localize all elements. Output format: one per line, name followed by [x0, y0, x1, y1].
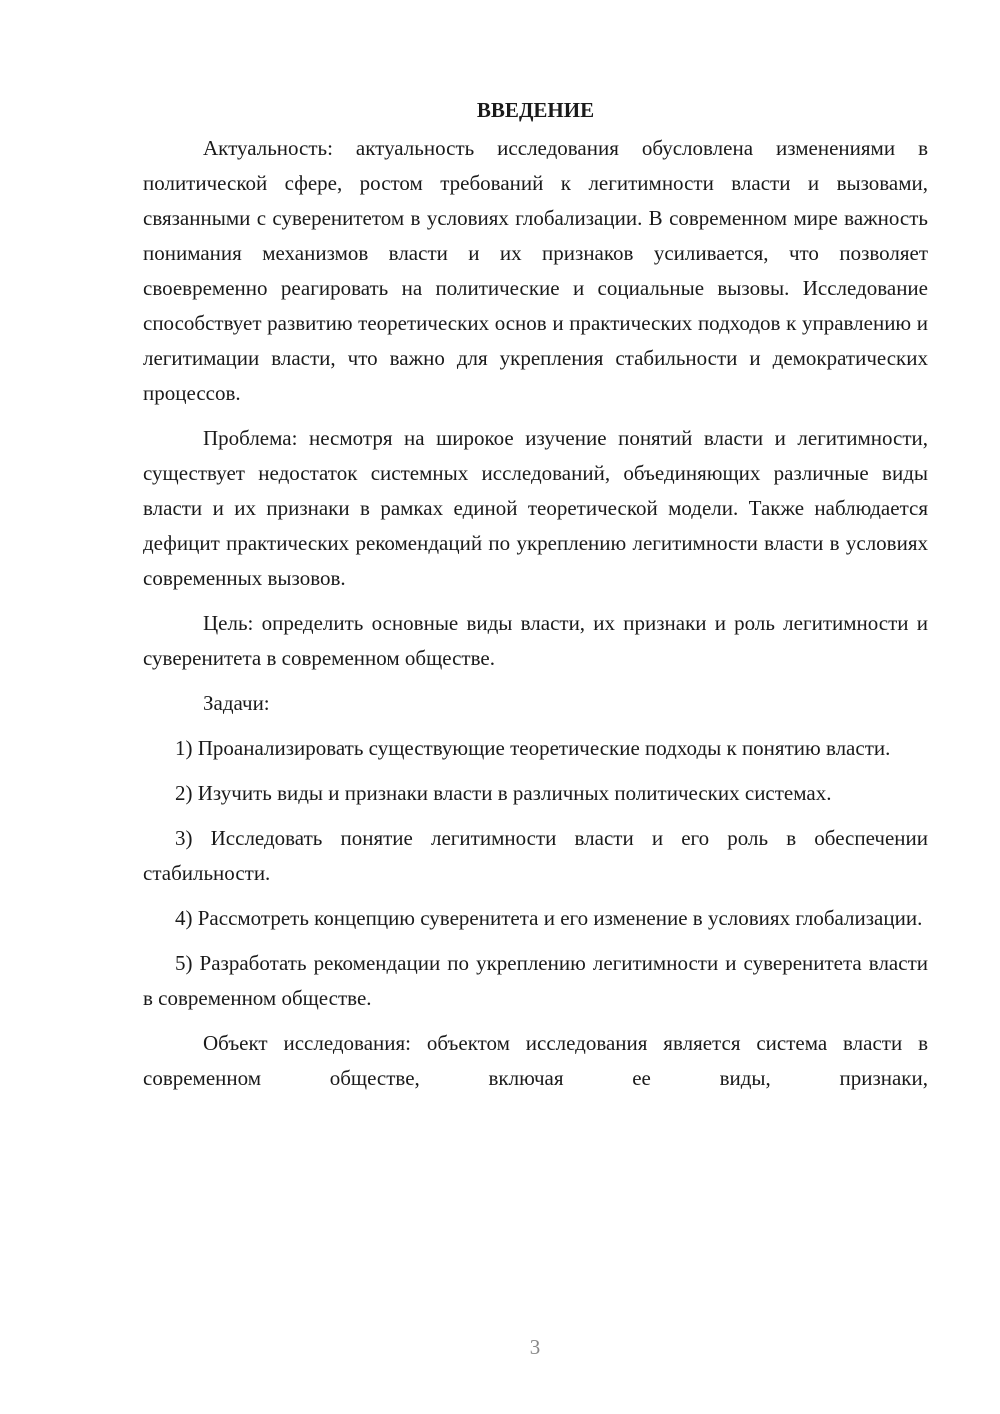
task-item-4: 4) Рассмотреть концепцию суверенитета и его изменение в условиях глобализации. — [175, 906, 923, 930]
section-heading: ВВЕДЕНИЕ — [476, 98, 595, 122]
object-paragraph: Объект исследования: объектом исследования является система власти в современном обществе, включая ее виды, признаки, — [143, 1031, 928, 1090]
task-item-2: 2) Изучить виды и признаки власти в различных политических системах. — [175, 781, 832, 805]
document-page — [143, 92, 928, 1106]
task-item-5: 5) Разработать рекомендации по укреплению легитимности и суверенитета власти в современном обществе. — [143, 951, 928, 1010]
task-item-1: 1) Проанализировать существующие теоретические подходы к понятию власти. — [175, 736, 891, 760]
goal-paragraph: Цель: определить основные виды власти, их признаки и роль легитимности и суверенитета в современном обществе. — [143, 611, 928, 670]
relevance-paragraph: Актуальность: актуальность исследования обусловлена изменениями в политической сфере, ростом требований к легитимности власти и вызовами, связанными с суверенитетом в условиях глобализации. В современном мире важность понимания механизмов власти и их признаков усиливается, что позволяет своевременно реагировать на политические и социальные вызовы. Исследование способствует развитию теоретических основ и практических подходов к управлению и легитимации власти, что важно для укрепления стабильности и демократических процессов. — [143, 136, 928, 405]
problem-paragraph: Проблема: несмотря на широкое изучение понятий власти и легитимности, существует недостаток системных исследований, объединяющих различные виды власти и их признаки в рамках единой теоретической модели. Также наблюдается дефицит практических рекомендаций по укреплению легитимности власти в условиях современных вызовов. — [143, 426, 928, 590]
page-number: 3 — [529, 1335, 541, 1359]
task-item-3: 3) Исследовать понятие легитимности власти и его роль в обеспечении стабильности. — [143, 826, 928, 885]
tasks-label: Задачи: — [203, 691, 270, 715]
